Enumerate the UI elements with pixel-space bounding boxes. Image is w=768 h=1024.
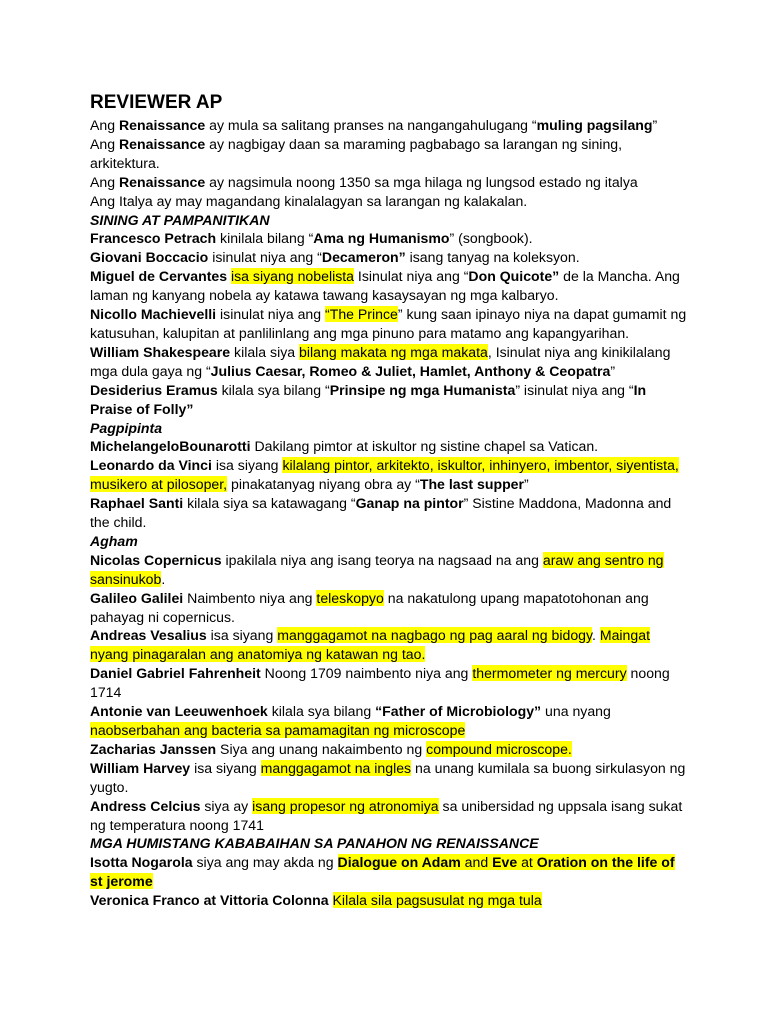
text-run: Desiderius Eramus bbox=[90, 381, 218, 398]
paragraph bbox=[90, 456, 688, 494]
text-run: Don Quicote” bbox=[468, 268, 560, 285]
paragraph bbox=[90, 834, 688, 853]
paragraph bbox=[90, 173, 688, 192]
text-run: noong 1714 bbox=[90, 665, 670, 701]
text-run: de la Mancha. Ang laman ng kanyang nobela ay katawa tawang kasaysayan ng mga kalbaryo. bbox=[90, 268, 680, 304]
text-run: una nyang bbox=[541, 703, 611, 720]
text-run: ay nagbigay daan sa maraming pagbabago sa larangan ng sining, arkitektura. bbox=[90, 135, 623, 171]
text-run: ay nagsimula noong 1350 sa mga hilaga ng lungsod estado ng italya bbox=[205, 173, 638, 190]
text-run: kilala sya bilang bbox=[267, 703, 376, 720]
paragraph bbox=[90, 494, 688, 532]
highlighted-text: manggagamot na ingles bbox=[260, 759, 412, 776]
text-run: Daniel Gabriel Fahrenheit bbox=[90, 665, 261, 682]
text-run: Decameron” bbox=[321, 249, 406, 266]
text-run: Giovani Boccacio bbox=[90, 249, 209, 266]
text-run: Ama ng Humanismo bbox=[313, 230, 450, 247]
paragraph bbox=[90, 759, 688, 797]
text-run: The last supper bbox=[419, 476, 525, 493]
paragraph bbox=[90, 305, 688, 343]
paragraph bbox=[90, 891, 688, 910]
text-run: Nicolas Copernicus bbox=[90, 551, 222, 568]
paragraph bbox=[90, 740, 688, 759]
text-run: William Shakespeare bbox=[90, 343, 231, 360]
highlighted-text: at bbox=[517, 854, 537, 871]
text-run: Nicollo Machievelli bbox=[90, 306, 217, 323]
text-run: kinilala bilang “ bbox=[216, 230, 314, 247]
text-run bbox=[329, 892, 333, 908]
paragraph bbox=[90, 248, 688, 267]
paragraph bbox=[90, 229, 688, 248]
paragraph bbox=[90, 664, 688, 702]
text-run: Pagpipinta bbox=[90, 419, 163, 436]
text-run: Ang Italya ay may magandang kinalalagyan sa larangan ng kalakalan. bbox=[90, 192, 528, 209]
text-run: Ganap na pintor bbox=[355, 495, 464, 512]
text-run: Naimbento niya ang bbox=[183, 589, 317, 606]
paragraph bbox=[90, 551, 688, 589]
paragraph bbox=[90, 419, 688, 438]
text-run: isang tanyag na koleksyon. bbox=[405, 249, 580, 266]
highlighted-text: Eve bbox=[492, 854, 518, 871]
text-run: Francesco Petrach bbox=[90, 230, 217, 247]
text-run: siya ang may akda ng bbox=[192, 854, 338, 871]
highlighted-text: “The Prince bbox=[325, 306, 398, 323]
text-run: siya ay bbox=[200, 797, 253, 814]
text-run: Zacharias Janssen bbox=[90, 740, 217, 757]
highlighted-text: and bbox=[460, 854, 493, 871]
text-run: Antonie van Leeuwenhoek bbox=[90, 703, 268, 720]
highlighted-text: naobserbahan ang bacteria sa pamamagitan ng microscope bbox=[90, 722, 466, 738]
text-run: isa siyang bbox=[206, 627, 278, 644]
text-run: Veronica Franco at Vittoria Colonna bbox=[90, 892, 329, 909]
text-run: na nakatulong upang mapatotohonan ang pahayag ni copernicus. bbox=[90, 589, 649, 625]
paragraph bbox=[90, 702, 688, 740]
text-run: isa siyang bbox=[211, 457, 283, 474]
text-run: ” bbox=[610, 362, 616, 379]
paragraph bbox=[90, 211, 688, 230]
highlighted-text: Maingat nyang pinagaralan ang anatomiya ng katawan ng tao. bbox=[90, 627, 650, 663]
highlighted-text: Oration on the life of st jerome bbox=[90, 854, 675, 890]
paragraph bbox=[90, 381, 688, 419]
text-run: William Harvey bbox=[90, 759, 191, 776]
text-run: isinulat niya ang “ bbox=[208, 249, 322, 266]
text-run: Ang bbox=[90, 173, 119, 190]
text-run: Galileo Galilei bbox=[90, 589, 184, 606]
text-run: Andreas Vesalius bbox=[90, 627, 207, 644]
text-run: muling pagsilang bbox=[536, 117, 653, 133]
highlighted-text: araw ang sentro ng sansinukob bbox=[90, 551, 664, 587]
highlighted-text: Dialogue on Adam bbox=[337, 854, 461, 871]
text-run: pinakatanyag niyang obra ay “ bbox=[227, 476, 420, 493]
text-run: ” isinulat niya ang “ bbox=[515, 381, 634, 398]
paragraph bbox=[90, 343, 688, 381]
paragraph bbox=[90, 626, 688, 664]
paragraph bbox=[90, 797, 688, 835]
text-run: Renaissance bbox=[119, 173, 206, 190]
text-run: ” (songbook). bbox=[449, 230, 533, 247]
text-run: . bbox=[592, 627, 600, 644]
document-body bbox=[90, 116, 688, 910]
text-run: Noong 1709 naimbento niya ang bbox=[260, 665, 473, 682]
text-run: Dakilang pimtor at iskultor ng sistine chapel sa Vatican. bbox=[250, 438, 599, 455]
highlighted-text: isa siyang nobelista bbox=[231, 268, 355, 285]
text-run: Isinulat niya ang “ bbox=[354, 268, 469, 285]
text-run: Raphael Santi bbox=[90, 495, 184, 512]
text-run: kilala siya sa katawagang “ bbox=[183, 495, 356, 512]
text-run: Ang bbox=[90, 117, 119, 133]
text-run: In Praise of Folly” bbox=[90, 381, 647, 417]
text-run: Renaissance bbox=[119, 117, 206, 133]
text-run: ipakilala niya ang isang teorya na nagsaad na ang bbox=[221, 551, 543, 568]
text-run: “Father of Microbiology” bbox=[375, 703, 542, 720]
text-run: . bbox=[161, 570, 166, 587]
text-run: Prinsipe ng mga Humanista bbox=[329, 381, 516, 398]
text-run: ay mula sa salitang pranses na nangangahulugang “ bbox=[205, 117, 537, 133]
highlighted-text: kilalang pintor, arkitekto, iskultor, inhinyero, imbentor, siyentista, musikero at pilosoper, bbox=[90, 457, 679, 493]
text-run: Isotta Nogarola bbox=[90, 854, 193, 871]
text-run: kilala sya bilang “ bbox=[217, 381, 330, 398]
paragraph bbox=[90, 853, 688, 891]
paragraph bbox=[90, 589, 688, 627]
text-run: MGA HUMISTANG KABABAIHAN SA PANAHON NG RENAISSANCE bbox=[90, 835, 539, 852]
document-title: REVIEWER AP bbox=[90, 92, 223, 113]
text-run: sa unibersidad ng uppsala isang sukat ng temperatura noong 1741 bbox=[90, 797, 683, 833]
text-run: ” kung saan ipinayo niya na dapat gumamit ng katusuhan, kalupitan at panlilinlang ang mga pinuno para matamo ang kapangyarihan. bbox=[90, 306, 687, 341]
highlighted-text: isang propesor ng atronomiya bbox=[252, 797, 439, 814]
text-run: MichelangeloBounarotti bbox=[90, 438, 251, 455]
text-run: Leonardo da Vinci bbox=[90, 457, 212, 474]
text-run: isinulat niya ang bbox=[216, 306, 326, 323]
text-run: Miguel de Cervantes bbox=[90, 268, 228, 285]
paragraph bbox=[90, 135, 688, 173]
text-run: SINING AT PAMPANITIKAN bbox=[90, 211, 270, 228]
paragraph bbox=[90, 437, 688, 456]
text-run: ” Sistine Maddona, Madonna and the child. bbox=[90, 495, 672, 531]
text-run: Julius Caesar, Romeo & Juliet, Hamlet, Anthony & Ceopatra bbox=[210, 362, 611, 379]
text-run: Andress Celcius bbox=[90, 797, 201, 814]
paragraph bbox=[90, 116, 688, 135]
highlighted-text: compound microscope. bbox=[426, 740, 572, 757]
text-run: kilala siya bbox=[230, 343, 300, 360]
highlighted-text: manggagamot na nagbago ng pag aaral ng bidogy bbox=[277, 627, 592, 644]
text-run: , Isinulat niya ang kinikilalang mga dula gaya ng “ bbox=[90, 343, 671, 379]
highlighted-text: thermometer ng mercury bbox=[472, 665, 627, 682]
text-run: ” bbox=[524, 476, 529, 493]
paragraph bbox=[90, 267, 688, 305]
highlighted-text: teleskopyo bbox=[316, 589, 384, 606]
text-run: Siya ang unang nakaimbento ng bbox=[216, 740, 427, 757]
text-run: Agham bbox=[90, 532, 138, 549]
highlighted-text: bilang makata ng mga makata bbox=[299, 343, 488, 360]
highlighted-text: Kilala sila pagsusulat ng mga tula bbox=[332, 892, 542, 909]
text-run: na unang kumilala sa buong sirkulasyon ng yugto. bbox=[90, 759, 686, 795]
paragraph bbox=[90, 532, 688, 551]
text-run: Ang bbox=[90, 135, 119, 152]
text-run: Renaissance bbox=[119, 135, 206, 152]
text-run: ” bbox=[652, 117, 658, 133]
text-run: isa siyang bbox=[190, 759, 261, 776]
paragraph bbox=[90, 192, 688, 211]
